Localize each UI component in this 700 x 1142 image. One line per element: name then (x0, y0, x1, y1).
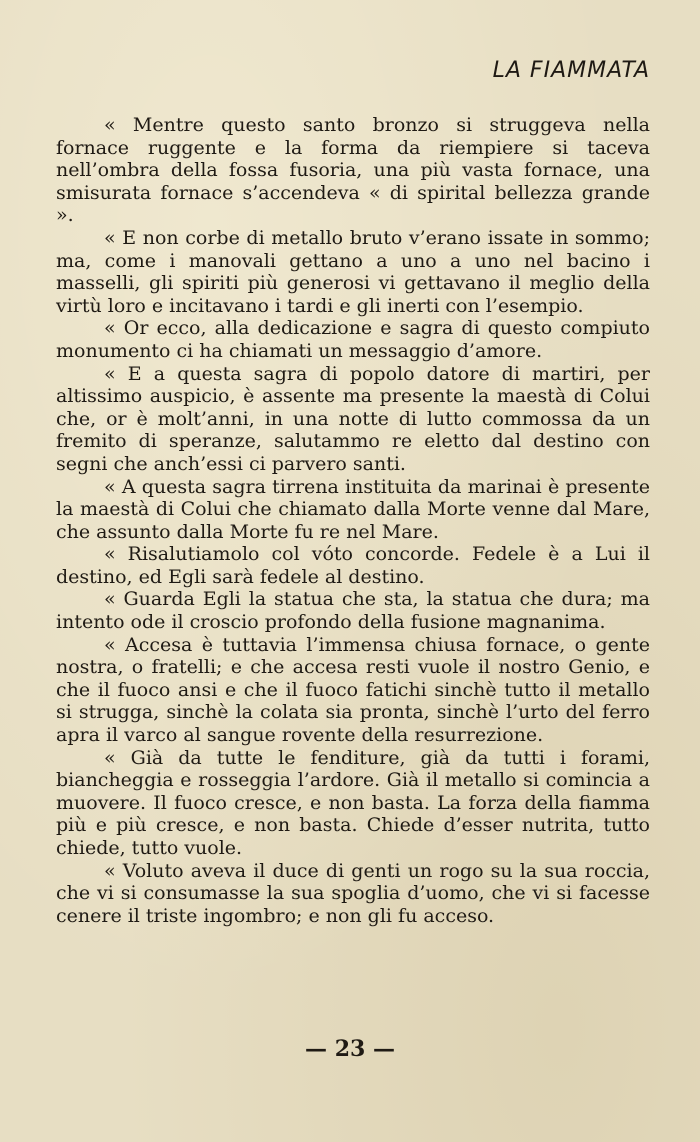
page-number: — 23 — (305, 1036, 395, 1062)
paragraph: « Già da tutte le fenditure, già da tutti i forami, biancheggia e rosseggia l’ardore. Già il metallo si comincia a muovere. Il fuoco cresce, e non basta. La forza della fiamma più e più cresce, e non basta. Chiede d’esser nutrita, tutto chiede, tutto vuole. (56, 746, 650, 859)
paragraph: « E non corbe di metallo bruto v’erano issate in sommo; ma, come i manovali gettano a uno a uno nel bacino i masselli, gli spiriti più generosi vi gettavano il meglio della virtù loro e incitavano i tardi e gli inerti con l’esempio. (56, 226, 650, 317)
running-title: LA FIAMMATA (492, 58, 650, 83)
paragraph: « E a questa sagra di popolo datore di martiri, per altissimo auspicio, è assente ma presente la maestà di Colui che, or è molt’anni, in una notte di lutto commossa da un fremito di speranze, salutammo re eletto dal destino con segni che anch’essi ci parvero santi. (56, 362, 650, 475)
paragraph: « Mentre questo santo bronzo si struggeva nella fornace ruggente e la forma da riempiere si taceva nell’ombra della fossa fusoria, una più vasta fornace, una smisurata fornace s’accendeva « di spirital bellezza grande ». (56, 114, 650, 227)
paragraph: « Guarda Egli la statua che sta, la statua che dura; ma intento ode il croscio profondo della fusione magnanima. (56, 588, 650, 634)
paragraph: « Risalutiamolo col vóto concorde. Fedele è a Lui il destino, ed Egli sarà fedele al destino. (56, 543, 650, 588)
paragraph: « Or ecco, alla dedicazione e sagra di questo compiuto monumento ci ha chiamati un messaggio d’amore. (56, 317, 650, 362)
paragraph: « A questa sagra tirrena instituita da marinai è presente la maestà di Colui che chiamato dalla Morte venne dal Mare, che assunto dalla Morte fu re nel Mare. (56, 475, 650, 543)
paragraph: « Accesa è tuttavia l’immensa chiusa fornace, o gente nostra, o fratelli; e che accesa resti vuole il nostro Genio, e che il fuoco ansi e che il fuoco fatichi sinchè tutto il metallo si strugga, sinchè la colata sia pronta, sinchè l’urto del ferro apra il varco al sangue rovente della resurrezione. (56, 633, 650, 747)
body-text (56, 114, 650, 927)
book-page (56, 56, 650, 927)
paragraph: « Voluto aveva il duce di genti un rogo su la sua roccia, che vi si consumasse la sua spoglia d’uomo, che vi si facesse cenere il triste ingombro; e non gli fu acceso. (56, 859, 650, 927)
